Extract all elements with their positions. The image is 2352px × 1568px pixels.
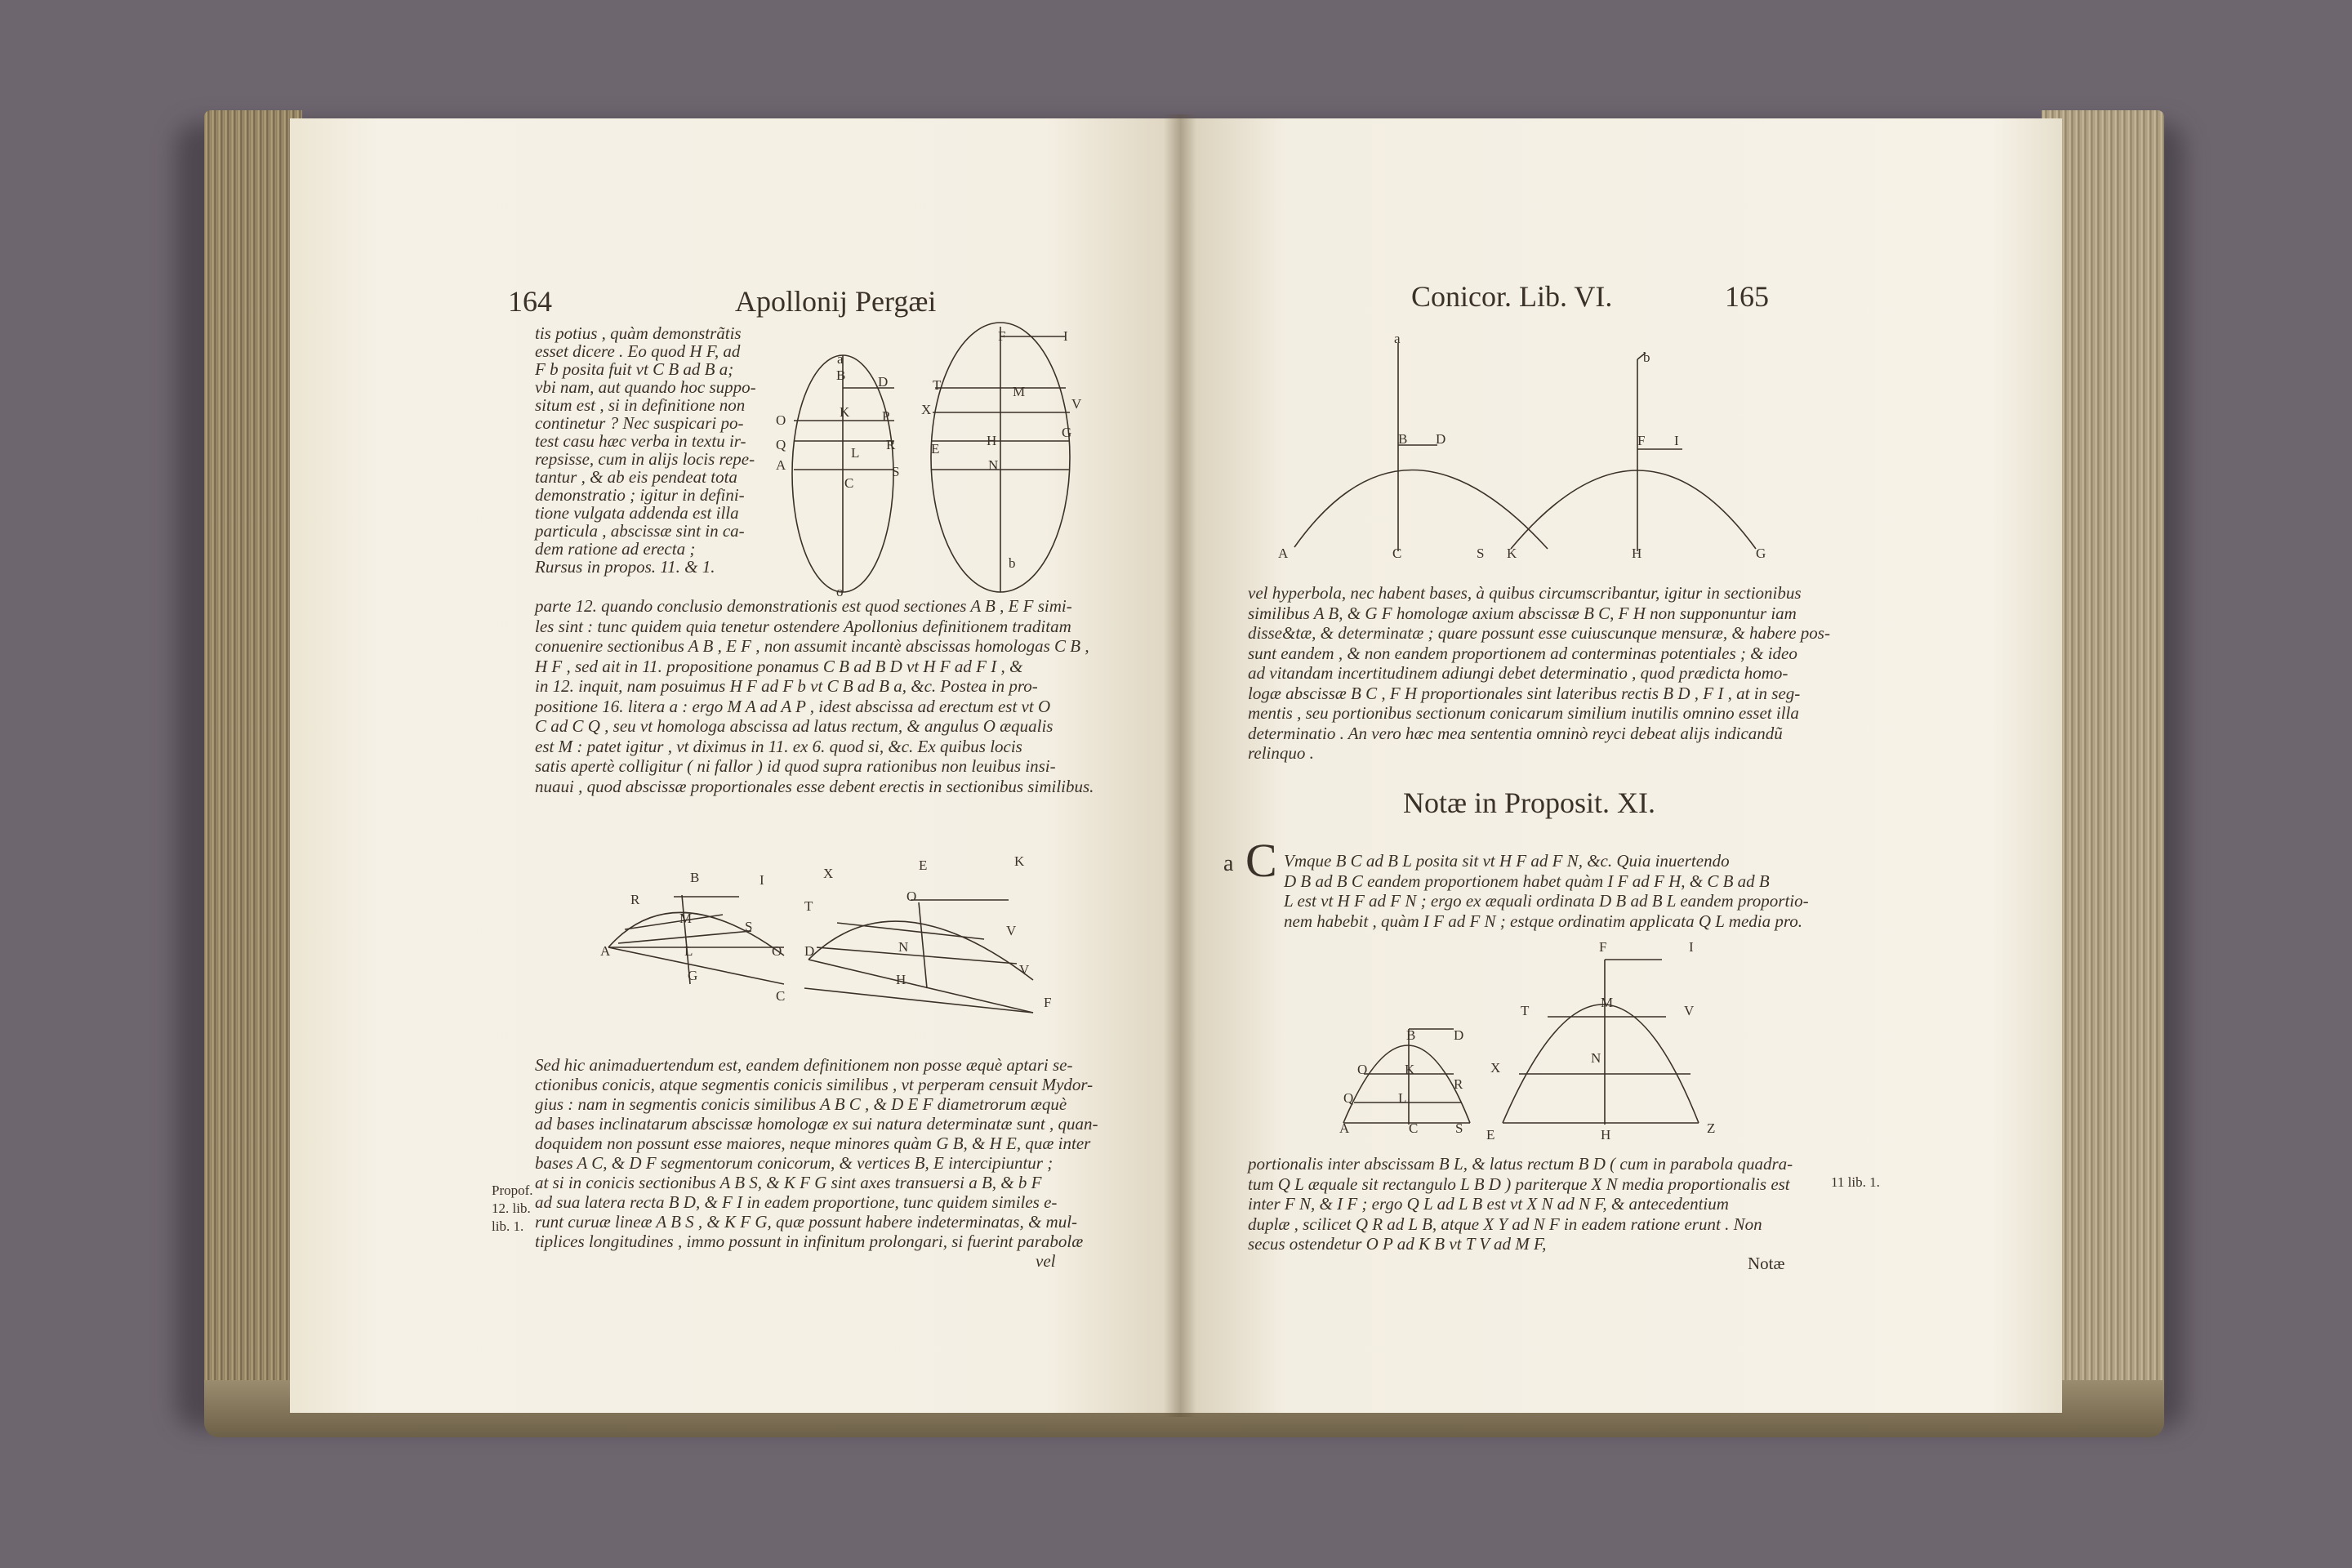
text-line: tione vulgata addenda est illa [535,503,739,523]
fig-bottom-label: V [1684,1003,1695,1018]
fig1-label: V [1071,396,1082,412]
text-line: determinatio . An vero hæc mea sententia omninò reyci debeat alijs indicandũ [1248,723,1783,743]
left-page-number: 164 [508,285,552,318]
fig1-label: O [776,412,786,428]
figure-two-parabolas [1339,951,1699,1127]
text-line: dem ratione ad erecta ; [535,539,696,559]
fig2-label: K [1014,853,1025,869]
fig1-label: a [837,351,844,367]
fig2-label: G [688,968,698,983]
fig-bottom-label: N [1591,1050,1601,1066]
fig-bottom-label: E [1486,1127,1495,1143]
fig-top-label: G [1756,546,1766,561]
left-margin-note-1: Propof. [492,1183,533,1198]
right-running-head: Conicor. Lib. VI. [1411,280,1613,313]
fig2-label: X [823,866,834,881]
fig1-label: C [844,475,854,491]
fig-bottom-label: F [1599,939,1607,955]
fig2-label: L [684,943,693,959]
text-line: similibus A B, & G F homologæ axium abscissæ B C, F H non supponuntur iam [1248,603,1797,623]
fig2-label: V [1006,923,1017,938]
fig-bottom-label: O [1357,1062,1368,1077]
text-line: runt curuæ lineæ A B S , & K F G, quæ possunt habere indeterminatas, & mul- [535,1212,1078,1232]
fig1-label: I [1063,328,1068,344]
text-line: Vmque B C ad B L posita sit vt H F ad F N, &c. Quia inuertendo [1284,851,1730,871]
fig-top-label: D [1436,431,1446,447]
text-line: positione 16. litera a : ergo M A ad A P , idest abscissa ad erectum est vt O [535,696,1051,716]
text-line: ad bases inclinatarum abscissæ homologæ ex sui natura determinatæ sunt , quan- [535,1114,1098,1134]
section-title: Notæ in Proposit. XI. [1403,786,1656,819]
left-catchword: vel [1036,1251,1056,1271]
text-line: gius : nam in segmentis conicis similibus A B C , & D E F diametrorum æquè [535,1094,1067,1114]
fig-bottom-label: I [1689,939,1694,955]
fig-bottom-label: T [1521,1003,1530,1018]
text-line: secus ostendetur O P ad K B vt T V ad M F, [1248,1234,1547,1254]
fig2-label: D [804,943,815,959]
text-line: ad sua latera recta B D, & F I in eadem proportione, tunc quidem similes e- [535,1192,1058,1212]
text-line: inter F N, & I F ; ergo Q L ad L B est vt X N ad N F, & antecedentium [1248,1194,1729,1214]
left-margin-note-3: lib. 1. [492,1218,524,1234]
figure-parabola-hyperbola [1274,335,1780,555]
fig1-label: T [933,377,942,393]
fig2-label: T [804,898,813,914]
fig-bottom-label: B [1406,1027,1416,1043]
fig2-label: V [1019,962,1030,978]
fig-top-label: B [1398,431,1408,447]
text-line: parte 12. quando conclusio demonstrationis est quod sectiones A B , E F simi- [535,596,1072,616]
right-page-number: 165 [1725,280,1769,313]
fig1-label: o [836,584,844,599]
fig-top-label: F [1637,433,1646,448]
fig-bottom-label: H [1601,1127,1611,1143]
fig-top-label: S [1477,546,1485,561]
text-line: mentis , seu portionibus sectionum conicarum similium inutilis omnino esset illa [1248,703,1799,723]
text-line: nuaui , quod abscissæ proportionales esse debent erectis in sectionibus similibus. [535,776,1094,796]
book-gutter [1164,114,1196,1417]
text-line: doquidem non possunt esse maiores, neque minores quàm G B, & H E, quæ inter [535,1134,1091,1153]
text-line: ad vitandam incertitudinem adiungi debet determinatio , quod prædicta homo- [1248,663,1788,683]
fig-top-label: A [1278,546,1289,561]
text-line: satis apertè colligitur ( ni fallor ) id quod supra rationibus non leuibus insi- [535,756,1056,776]
note-anchor: a [1223,851,1234,876]
fig-bottom-label: Q [1343,1090,1354,1106]
page-edges-left [204,110,302,1421]
fig2-label: B [690,870,700,885]
text-line: F b posita fuit vt C B ad B a; [535,359,734,379]
dropcap: C [1245,834,1277,887]
fig-top-label: I [1674,433,1679,448]
fig2-label: N [898,939,909,955]
text-line: tantur , & ab eis pendeat tota [535,467,737,487]
fig1-label: N [988,457,999,473]
fig1-label: Q [776,437,786,452]
text-line: esset dicere . Eo quod H F, ad [535,341,741,361]
text-line: situm est , si in definitione non [535,395,746,415]
text-line: in 12. inquit, nam posuimus H F ad F b vt C B ad B a, &c. Postea in pro- [535,676,1038,696]
text-line: ctionibus conicis, atque segmentis conicis similibus , vt perperam censuit Mydor- [535,1075,1094,1094]
text-line: H F , sed ait in 11. propositione ponamus C B ad B D vt H F ad F I , & [535,656,1023,676]
text-line: logæ abscissæ B C , F H proportionales sint lateribus rectis B D , F I , at in seg- [1248,683,1801,703]
fig-bottom-label: X [1490,1060,1501,1076]
text-line: particula , abscissæ sint in ca- [535,521,745,541]
fig2-label: E [919,858,928,873]
fig-top-label: K [1507,546,1517,561]
figure-ellipses [776,327,1078,596]
text-line: sunt eandem , & non eandem proportionem ad conterminas potentiales ; & ideo [1248,643,1797,663]
text-line: bases A C, & D F segmentorum conicorum, & vertices B, E intercipiuntur ; [535,1153,1054,1173]
fig1-label: M [1013,384,1026,399]
text-line: vel hyperbola, nec habent bases, à quibus circumscribantur, igitur in sectionibus [1248,583,1802,603]
text-line: portionalis inter abscissam B L, & latus rectum B D ( cum in parabola quadra- [1248,1154,1793,1174]
text-line: les sint : tunc quidem quia tenetur ostendere Apollonius definitionem traditam [535,616,1071,636]
fig-bottom-label: K [1405,1062,1415,1077]
fig1-label: F [998,328,1006,344]
fig-top-label: C [1392,546,1402,561]
fig1-label: B [836,368,846,383]
text-line: conuenire sectionibus A B , E F , non assumit incantè abscissas homologas C B , [535,636,1089,656]
fig-bottom-label: S [1455,1120,1463,1136]
text-line: Sed hic animaduertendum est, eandem definitionem non posse æquè aptari se- [535,1055,1073,1075]
fig-bottom-label: M [1601,995,1614,1010]
text-line: relinquo . [1248,743,1314,763]
text-line: est M : patet igitur , vt diximus in 11. ex 6. quod si, &c. Ex quibus locis [535,736,1022,756]
fig1-label: D [878,374,889,390]
fig1-label: L [851,445,860,461]
fig2-label: O [906,889,917,904]
text-line: disse&tæ, & determinatæ ; quare possunt esse cuiuscunque mensuræ, & habere pos- [1248,623,1830,643]
fig-top-label: b [1643,350,1650,365]
fig1-label: X [921,402,932,417]
text-line: Rursus in propos. 11. & 1. [535,557,715,577]
text-line: continetur ? Nec suspicari po- [535,413,744,433]
fig-bottom-label: D [1454,1027,1464,1043]
figure-segments [600,866,1058,1017]
fig2-label: F [1044,995,1052,1010]
text-line: nem habebit , quàm I F ad F N ; estque ordinatim applicata Q L media pro. [1284,911,1803,931]
fig1-label: P [882,408,890,424]
fig2-label: S [745,919,753,934]
fig2-label: O [772,943,782,959]
text-line: duplæ , scilicet Q R ad L B, atque X Y ad N F in eadem ratione erunt . Non [1248,1214,1762,1234]
fig1-label: K [840,404,850,420]
fig1-label: R [886,437,896,452]
fig2-label: H [896,972,906,987]
text-line: test casu hæc verba in textu ir- [535,431,746,451]
fig-bottom-label: Z [1707,1120,1716,1136]
fig1-label: E [931,441,940,457]
left-margin-note-2: 12. lib. [492,1200,531,1216]
right-catchword: Notæ [1748,1254,1785,1273]
fig2-label: C [776,988,786,1004]
fig1-label: S [892,464,900,479]
fig1-label: A [776,457,786,473]
fig-bottom-label: R [1454,1076,1463,1092]
right-margin-note: 11 lib. 1. [1831,1174,1880,1190]
fig2-label: M [679,911,693,926]
text-line: at si in conicis sectionibus A B S, & K F G sint axes transuersi a B, & b F [535,1173,1042,1192]
fig-bottom-label: A [1339,1120,1350,1136]
fig-bottom-label: C [1409,1120,1419,1136]
fig2-label: I [760,872,764,888]
fig1-label: H [987,433,997,448]
fig-bottom-label: L [1398,1090,1407,1106]
text-line: C ad C Q , seu vt homologa abscissa ad latus rectum, & angulus O æqualis [535,716,1054,736]
text-line: tiplices longitudines , immo possunt in infinitum prolongari, si fuerint parabolæ [535,1232,1084,1251]
fig1-label: b [1009,555,1016,571]
text-line: tis potius , quàm demonstrãtis [535,323,742,343]
fig-top-label: H [1632,546,1642,561]
text-line: vbi nam, aut quando hoc suppo- [535,377,756,397]
fig2-label: R [630,892,640,907]
fig2-label: A [600,943,611,959]
text-line: L est vt H F ad F N ; ergo ex æquali ordinata D B ad B L eandem proportio- [1284,891,1809,911]
left-running-head: Apollonij Pergæi [735,285,937,318]
text-line: demonstratio ; igitur in defini- [535,485,745,505]
text-line: tum Q L æquale sit rectangulo L B D ) pariterque X N media proportionalis est [1248,1174,1790,1194]
text-line: D B ad B C eandem proportionem habet quàm I F ad F H, & C B ad B [1284,871,1770,891]
fig1-label: G [1062,425,1072,440]
text-line: repsisse, cum in alijs locis repe- [535,449,755,469]
fig-top-label: a [1394,331,1401,346]
